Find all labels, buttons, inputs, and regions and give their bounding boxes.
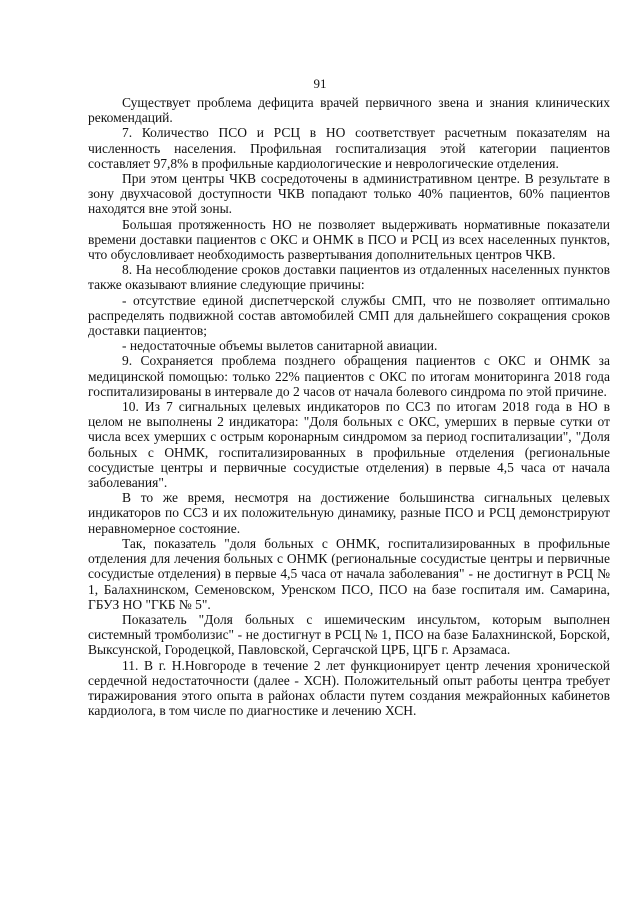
paragraph: При этом центры ЧКВ сосредоточены в административном центре. В результате в зону двухчасовой доступности ЧКВ попадают только 40% пациентов, 60% пациентов находятся вне этой зоны. [88, 171, 610, 217]
paragraph: 9. Сохраняется проблема позднего обращения пациентов с ОКС и ОНМК за медицинской помощью: только 22% пациентов с ОКС по итогам мониторинга 2018 года госпитализированы в интервале до 2 часов от начала болевого синдрома по этой причине. [88, 353, 610, 399]
paragraph: В то же время, несмотря на достижение большинства сигнальных целевых индикаторов по ССЗ и их положительную динамику, разные ПСО и РСЦ демонстрируют неравномерное состояние. [88, 490, 610, 536]
paragraph: Большая протяженность НО не позволяет выдерживать нормативные показатели времени доставки пациентов с ОКС и ОНМК в ПСО и РСЦ из всех населенных пунктов, что обусловливает необходимость развертывания дополнительных центров ЧКВ. [88, 216, 610, 263]
paragraph: Показатель "Доля больных с ишемическим инсультом, которым выполнен системный тромболизис" - не достигнут в РСЦ № 1, ПСО на базе Балахнинской, Борской, Выксунской, Городецкой, Павловской, Сергачской ЦРБ, ЦГБ г. Арзамаса. [88, 611, 610, 658]
paragraph: 10. Из 7 сигнальных целевых индикаторов по ССЗ по итогам 2018 года в НО в целом не выполнены 2 индикатора: "Доля больных с ОКС, умерших в первые сутки от числа всех умерших с острым коронарным синдромом за период госпитализации", "Доля больных с ОНМК, госпитализированных в профильные отделения (региональные сосудистые центры и первичные сосудистые отделения) в первые 4,5 часа от начала заболевания". [88, 399, 610, 491]
list-item: - недостаточные объемы вылетов санитарной авиации. [122, 338, 438, 354]
list-item: - отсутствие единой диспетчерской службы СМП, что не позволяет оптимально распределять подвижной состав автомобилей СМП для дальнейшего сокращения сроков доставки пациентов; [88, 292, 610, 339]
paragraph: 7. Количество ПСО и РСЦ в НО соответствует расчетным показателям на численность населения. Профильная госпитализация этой категории пациентов составляет 97,8% в профильные кардиологические и неврологические отделения. [88, 125, 610, 171]
paragraph: 8. На несоблюдение сроков доставки пациентов из отдаленных населенных пунктов также оказывают влияние следующие причины: [88, 262, 610, 293]
paragraph: 11. В г. Н.Новгороде в течение 2 лет функционирует центр лечения хронической сердечной недостаточности (далее - ХСН). Положительный опыт работы центра требует тиражирования этого опыта в районах области путем создания межрайонных кабинетов кардиолога, в том числе по диагностике и лечению ХСН. [88, 657, 610, 719]
page-body [88, 95, 610, 718]
page-number: 91 [313, 76, 327, 91]
paragraph: Существует проблема дефицита врачей первичного звена и знания клинических рекомендаций. [88, 95, 610, 126]
paragraph: Так, показатель "доля больных с ОНМК, госпитализированных в профильные отделения для лечения больных с ОНМК (региональные сосудистые центры и первичные сосудистые отделения) в первые 4,5 часа от начала заболевания" - не достигнут в РСЦ № 1, Балахнинском, Семеновском, Уренском ПСО, ПСО на базе госпиталя им. Самарина, ГБУЗ НО "ГКБ № 5". [88, 535, 610, 612]
